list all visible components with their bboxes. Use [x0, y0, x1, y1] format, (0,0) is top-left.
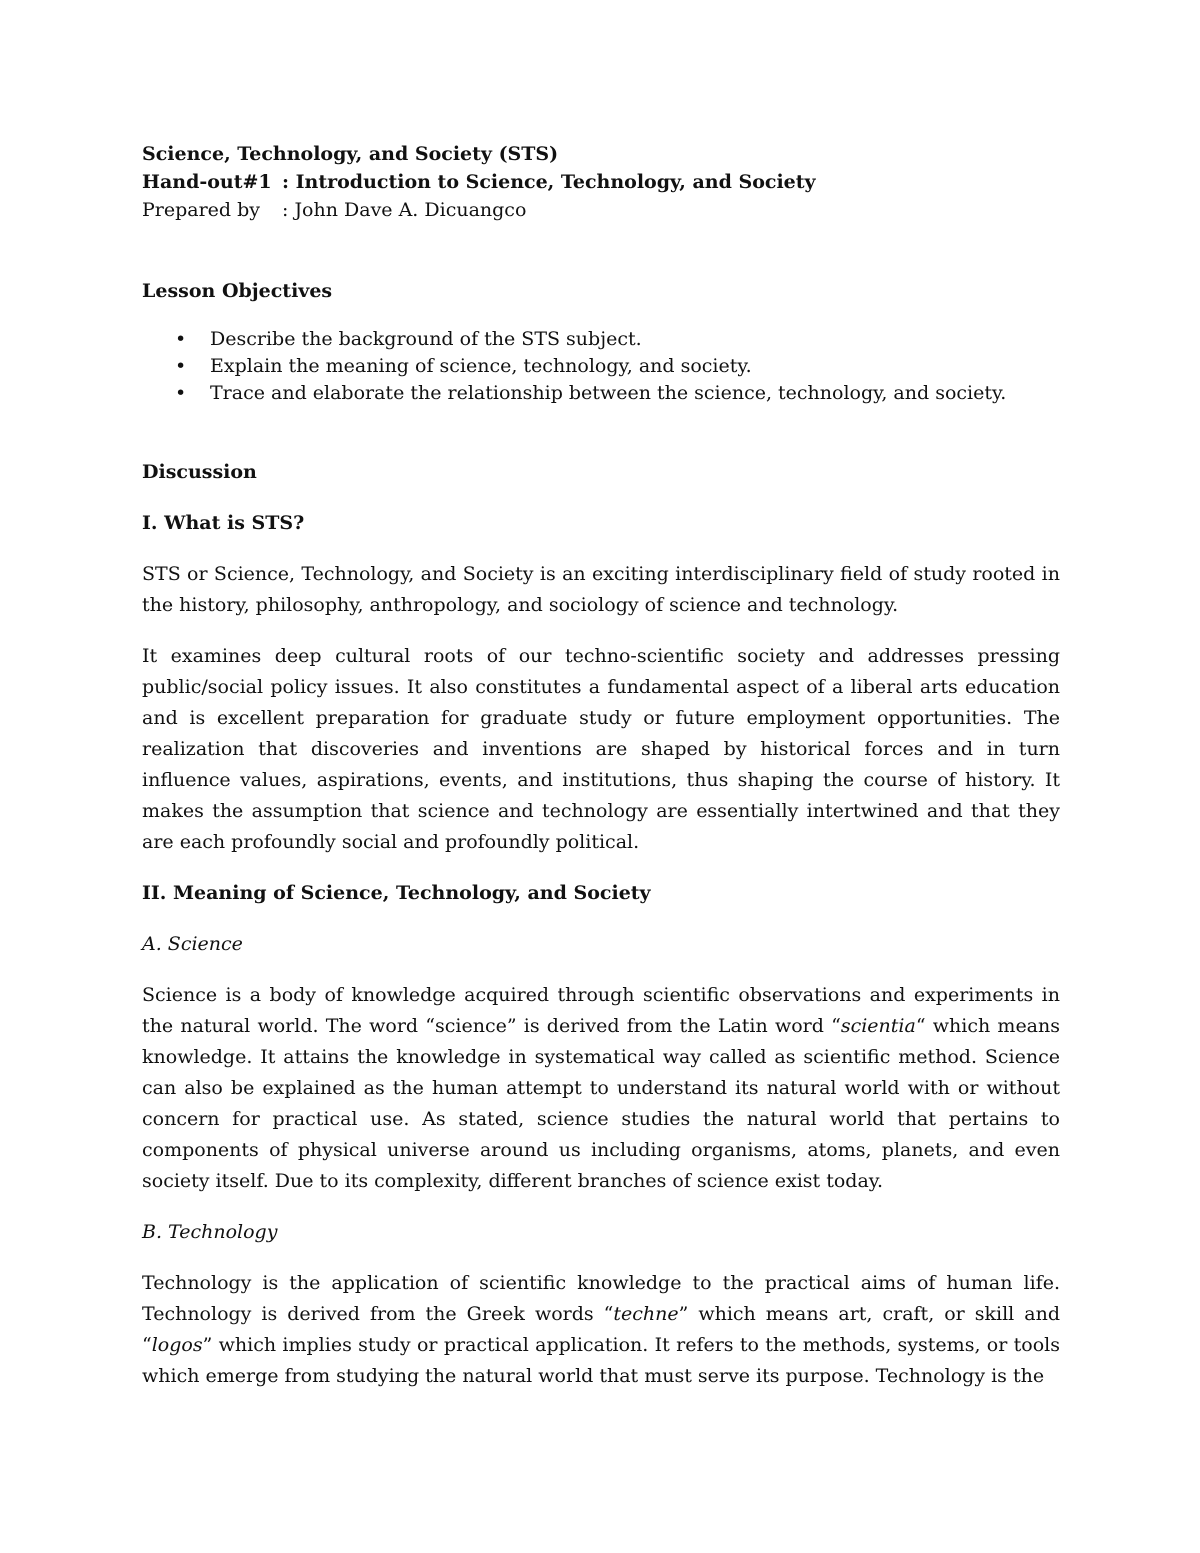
handout-value: : Introduction to Science, Technology, and Society	[282, 171, 816, 193]
objective-text: Explain the meaning of science, technology, and society.	[210, 355, 752, 377]
section-1-paragraph-2: It examines deep cultural roots of our techno-scientific society and addresses pressing public/social policy issues. It also constitutes a fundamental aspect of a liberal arts education and is excellent preparation for graduate study or future employment opportunities. The realization that discoveries and inventions are shaped by historical forces and in turn influence values, aspirations, events, and institutions, thus shaping the course of history. It makes the assumption that science and technology are essentially intertwined and that they are each profoundly social and profoundly political.	[142, 645, 1060, 853]
list-item	[142, 353, 1060, 380]
technology-text-c: ” which implies study or practical application. It refers to the methods, systems, or tools which emerge from studying the natural world that must serve its purpose. Technology is the	[142, 1334, 1060, 1387]
technology-subtitle: B. Technology	[142, 1221, 278, 1243]
bullet-icon: •	[175, 382, 187, 404]
science-paragraph	[142, 980, 1060, 1197]
list-item	[142, 380, 1060, 407]
science-text-b: “ which means knowledge. It attains the knowledge in systematical way called as scientific method. Science can also be explained as the human attempt to understand its natural world with or without concern for practical use. As stated, science studies the natural world that pertains to components of physical universe around us including organisms, atoms, planets, and even society itself. Due to its complexity, different branches of science exist today.	[142, 1015, 1061, 1192]
technology-term-techne: techne	[613, 1303, 679, 1325]
technology-paragraph	[142, 1268, 1060, 1392]
prepared-value: : John Dave A. Dicuangco	[282, 199, 527, 221]
section-1-paragraph-1: STS or Science, Technology, and Society is an exciting interdisciplinary field of study rooted in the history, philosophy, anthropology, and sociology of science and technology.	[142, 563, 1060, 616]
objective-text: Describe the background of the STS subject.	[210, 328, 642, 350]
objectives-list	[142, 326, 1060, 407]
handout-label: Hand-out#1	[142, 171, 272, 193]
technology-text-b: ” which means art, craft, or skill and “	[142, 1303, 1060, 1356]
document-header	[142, 140, 1060, 224]
technology-term-logos: logos	[151, 1334, 203, 1356]
section-2-title: II. Meaning of Science, Technology, and Society	[142, 882, 651, 904]
objective-text: Trace and elaborate the relationship between the science, technology, and society.	[210, 382, 1007, 404]
prepared-line	[142, 196, 1060, 224]
science-term: scientia	[840, 1015, 916, 1037]
science-text-a: Science is a body of knowledge acquired through scientific observations and experiments in the natural world. The word “science” is derived from the Latin word “	[142, 984, 1060, 1037]
handout-line	[142, 168, 1060, 196]
section-1-title: I. What is STS?	[142, 512, 305, 534]
technology-text-a: Technology is the application of scientific knowledge to the practical aims of human life. Technology is derived from the Greek words “	[142, 1272, 1060, 1325]
prepared-label: Prepared by	[142, 199, 261, 221]
bullet-icon: •	[175, 328, 187, 350]
course-title: Science, Technology, and Society (STS)	[142, 143, 559, 165]
bullet-icon: •	[175, 355, 187, 377]
science-subtitle: A. Science	[142, 933, 243, 955]
objectives-title: Lesson Objectives	[142, 280, 333, 302]
discussion-title: Discussion	[142, 461, 257, 483]
list-item	[142, 326, 1060, 353]
document-page	[142, 140, 1060, 1392]
